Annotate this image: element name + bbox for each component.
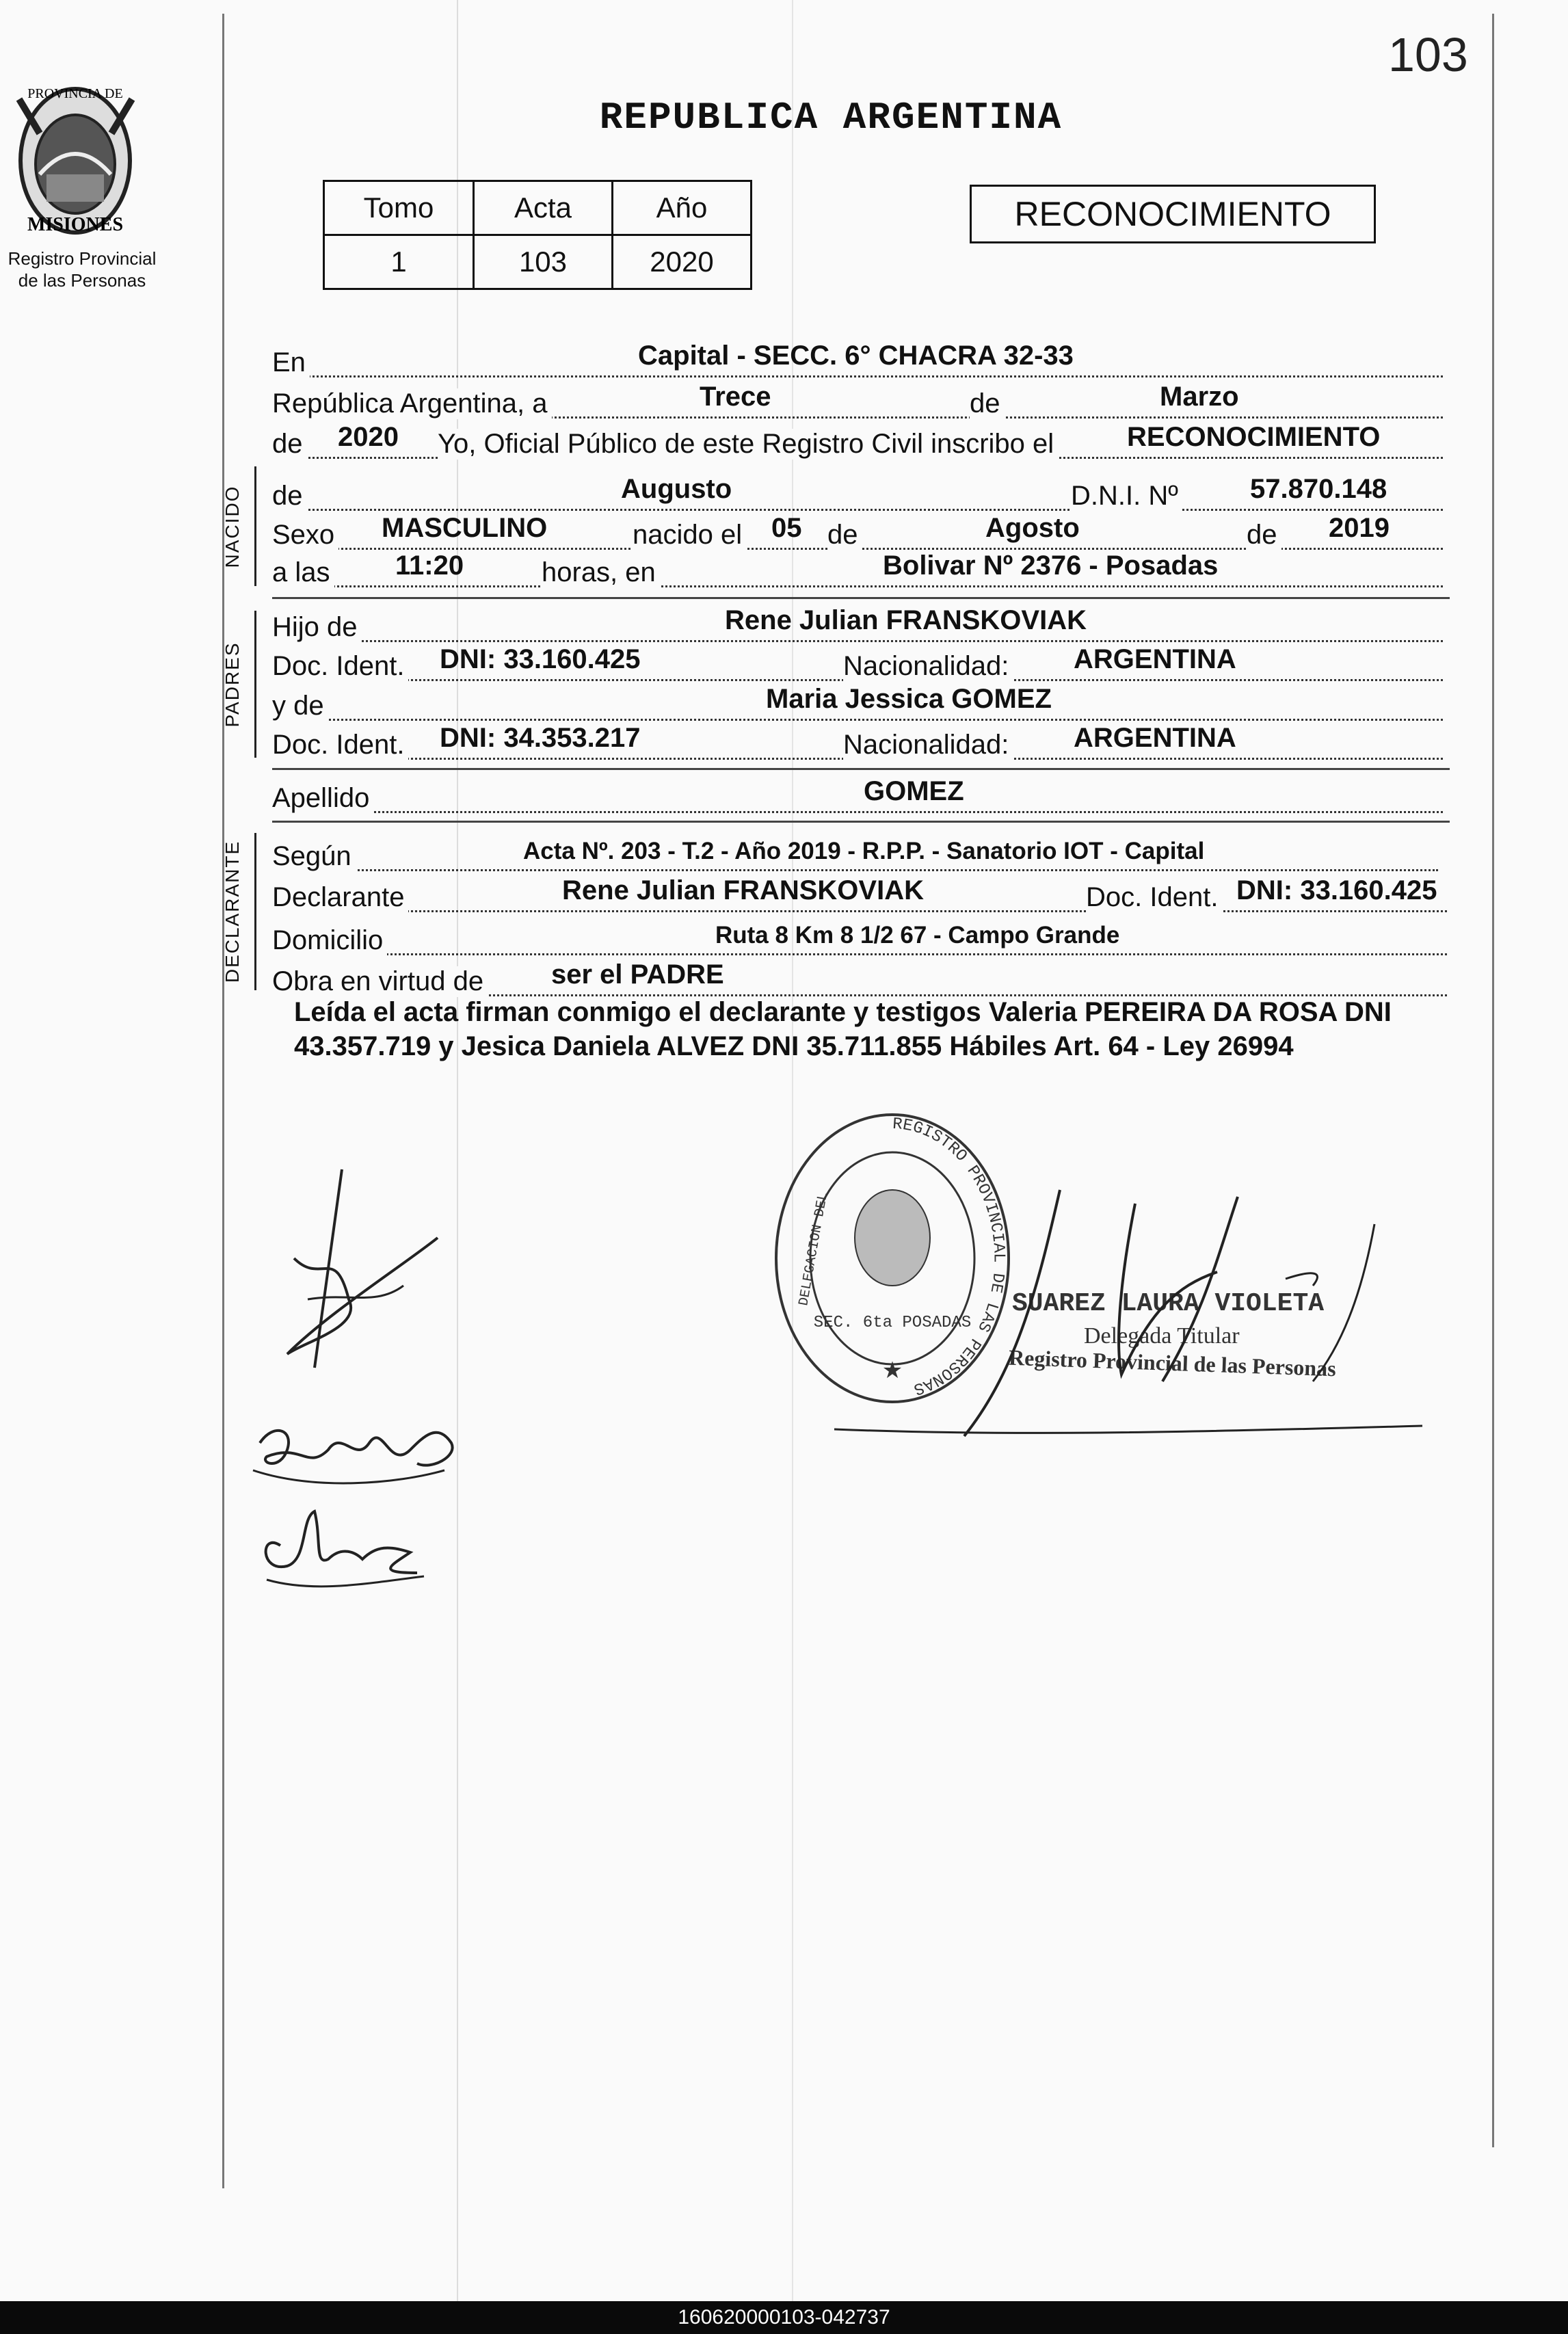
value-padre: Rene Julian FRANSKOVIAK [725,605,1087,635]
declarant-signature [267,1163,458,1381]
row-padre-doc [272,641,1443,681]
row-sexo [272,509,1443,550]
row-domicilio [272,915,1447,955]
label-de2: de [272,429,307,460]
label-de-mes: de [827,520,862,551]
record-table [323,180,752,290]
row-padre [272,602,1443,642]
label-de-nombre: de [272,481,307,512]
stamp-role: Delegada Titular [1084,1323,1240,1349]
section-separator [272,597,1450,599]
padres-bracket [254,611,256,758]
row-fecha [272,378,1443,419]
value-lugar-nac: Bolivar Nº 2376 - Posadas [883,551,1219,581]
label-nacionalidad-1: Nacionalidad: [843,651,1013,682]
stamp-name: SUAREZ LAURA VIOLETA [1012,1289,1325,1318]
label-doc-ident-2: Doc. Ident. [272,730,408,760]
label-doc-ident-decl: Doc. Ident. [1086,882,1222,913]
anio-header: Año [613,181,752,235]
seal-left-text: DELEGACION DEL [796,1191,832,1308]
value-hora: 11:20 [395,551,464,581]
label-a-las: a las [272,557,334,588]
value-madre: Maria Jessica GOMEZ [766,684,1052,714]
act-type-box: RECONOCIMIENTO [970,185,1376,243]
footer-code-bar: 160620000103-042737 [0,2301,1568,2334]
label-declarante: DECLARANTE [222,840,243,983]
label-de: de [970,388,1005,419]
value-domicilio: Ruta 8 Km 8 1/2 67 - Campo Grande [715,922,1120,949]
label-nacido-el: nacido el [633,520,746,551]
label-doc-ident-1: Doc. Ident. [272,651,408,682]
value-padre-nac: ARGENTINA [1074,644,1236,674]
value-nac-dia: 05 [771,513,802,543]
record-table-values [324,235,752,289]
seal-text-top: PROVINCIA DE [27,86,123,101]
value-nac-mes: Agosto [985,513,1080,543]
declarante-bracket [254,833,256,990]
value-declarante-doc: DNI: 33.160.425 [1236,875,1437,905]
value-segun: Acta Nº. 203 - T.2 - Año 2019 - R.P.P. - Sanatorio IOT - Capital [523,838,1205,864]
row-declarante [272,872,1447,912]
label-en: En [272,347,310,378]
row-lugar [272,337,1443,377]
value-declarante: Rene Julian FRANSKOVIAK [562,875,924,905]
value-apellido: GOMEZ [864,776,964,806]
witness-signature-1 [246,1416,479,1498]
value-dni: 57.870.148 [1250,474,1387,504]
row-hora [272,547,1443,587]
label-declarante-nombre: Declarante [272,882,408,913]
logo-caption-line1: Registro Provincial [8,248,157,269]
value-sexo: MASCULINO [382,513,548,543]
left-margin-line [222,14,224,2188]
label-obra: Obra en virtud de [272,966,488,997]
row-obra [272,956,1447,996]
row-madre [272,680,1443,721]
label-yo-oficial: Yo, Oficial Público de este Registro Civil inscribo el [438,429,1058,460]
row-nombre [272,470,1443,511]
logo-caption [0,248,164,291]
right-margin-line [1492,14,1494,2147]
nacido-bracket [254,466,256,586]
page-number: 103 [1388,28,1468,81]
label-padres: PADRES [222,641,243,728]
label-segun: Según [272,841,356,872]
closing-statement: Leída el acta firman conmigo el declarante y testigos Valeria PEREIRA DA ROSA DNI 43.357.719 y Jesica Daniela ALVEZ DNI 35.711.855 Hábiles Art. 64 - Ley 26994 [294,997,1392,1061]
value-lugar: Capital - SECC. 6° CHACRA 32-33 [638,341,1074,371]
label-republica: República Argentina, a [272,388,552,419]
label-nacido: NACIDO [222,485,243,568]
row-segun [272,831,1438,871]
value-anio: 2020 [338,422,399,452]
tomo-header: Tomo [324,181,474,235]
row-apellido [272,773,1443,813]
seal-text-bottom: MISIONES [27,214,124,235]
stamp-org: Registro Provincial de las Personas [1008,1344,1337,1381]
value-madre-doc: DNI: 34.353.217 [440,723,641,753]
seal-inner-text: SEC. 6ta POSADAS [813,1314,972,1332]
value-acto: RECONOCIMIENTO [1127,422,1381,452]
document-title: REPUBLICA ARGENTINA [599,96,1063,140]
row-madre-doc [272,719,1443,760]
official-signature [834,1176,1450,1450]
label-sexo: Sexo [272,520,338,551]
anio-value: 2020 [613,235,752,289]
label-y-de: y de [272,691,328,721]
logo-caption-line2: de las Personas [18,270,146,291]
value-nac-anio: 2019 [1329,513,1390,543]
value-madre-nac: ARGENTINA [1074,723,1236,753]
value-mes: Marzo [1160,382,1239,412]
row-anio-acto [272,419,1443,459]
label-de-anio: de [1247,520,1281,551]
record-table-header [324,181,752,235]
value-nombre: Augusto [621,474,732,504]
acta-header: Acta [474,181,613,235]
section-separator [272,768,1450,770]
label-nacionalidad-2: Nacionalidad: [843,730,1013,760]
acta-value: 103 [474,235,613,289]
seal-star: ★ [881,1357,903,1383]
witness-signature-2 [253,1504,431,1593]
label-apellido: Apellido [272,783,373,814]
section-separator [272,821,1450,823]
label-hijo-de: Hijo de [272,612,362,643]
value-padre-doc: DNI: 33.160.425 [440,644,641,674]
value-dia: Trece [700,382,771,412]
tomo-value: 1 [324,235,474,289]
label-horas-en: horas, en [542,557,660,588]
label-domicilio: Domicilio [272,925,387,956]
seal-ring-text: REGISTRO PROVINCIAL DE LAS PERSONAS [892,1115,1008,1398]
value-obra: ser el PADRE [551,959,724,990]
label-dni: D.N.I. Nº [1071,481,1182,512]
